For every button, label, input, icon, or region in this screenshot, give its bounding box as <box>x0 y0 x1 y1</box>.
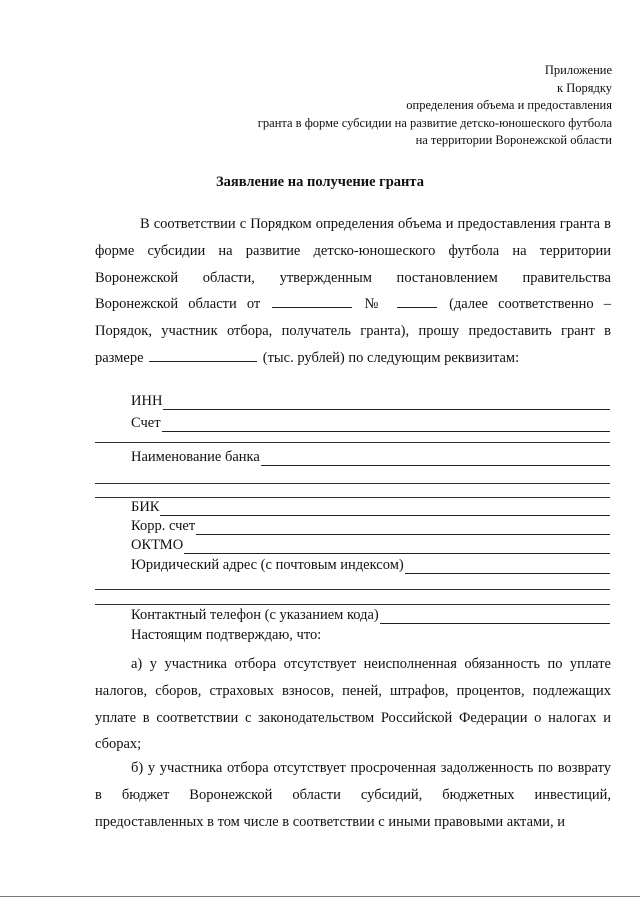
inn-label: ИНН <box>131 393 163 409</box>
appendix-header <box>258 62 612 150</box>
document-title: Заявление на получение гранта <box>216 174 424 190</box>
appendix-line: Приложение <box>544 63 612 77</box>
corr-account-line <box>196 522 610 535</box>
bank-name-label: Наименование банка <box>131 449 260 465</box>
number-blank <box>397 295 437 308</box>
appendix-line: гранта в форме субсидии на развитие детско-юношеского футбола <box>257 115 612 130</box>
appendix-line: определения объема и предоставления <box>406 98 612 112</box>
legal-address-field[interactable] <box>131 556 610 574</box>
corr-account-label: Корр. счет <box>131 518 196 534</box>
legal-address-line <box>405 561 610 574</box>
bik-field[interactable] <box>131 498 610 516</box>
appendix-line: к Порядку <box>557 80 612 95</box>
item-b-paragraph <box>95 755 611 835</box>
number-sign: № <box>364 296 385 313</box>
item-b-text: б) у участника отбора отсутствует просроченная задолженность по возврату в бюджет Воронежской области субсидий, бюджетных инвестиций, предоставленных в том числе в соответствии с иными правовыми актами, и <box>95 760 611 830</box>
bik-label: БИК <box>131 499 160 515</box>
oktmo-line <box>184 541 610 554</box>
legal-address-label: Юридический адрес (с почтовым индексом) <box>131 557 404 573</box>
address-extra-line-2 <box>95 604 610 605</box>
confirm-text: Настоящим подтверждаю, что: <box>131 627 322 643</box>
bik-line <box>160 503 610 516</box>
intro-paragraph <box>95 211 611 372</box>
bank-name-line <box>261 453 610 466</box>
account-field[interactable] <box>131 414 610 432</box>
account-line <box>162 419 610 432</box>
oktmo-field[interactable] <box>131 536 610 554</box>
amount-blank <box>149 349 257 362</box>
phone-field[interactable] <box>131 606 610 624</box>
page-bottom-edge <box>0 896 640 897</box>
phone-line <box>380 611 610 624</box>
bank-extra-line-1 <box>95 483 610 484</box>
phone-label: Контактный телефон (с указанием кода) <box>131 607 379 623</box>
address-extra-line-1 <box>95 589 610 590</box>
item-a-text: а) у участника отбора отсутствует неисполненная обязанность по уплате налогов, сборов, страховых взносов, пеней, штрафов, процентов, подлежащих уплате в соответствии с законодательством Российской Федерации о налогах и сборах; <box>95 656 611 753</box>
corr-account-field[interactable] <box>131 517 610 535</box>
bank-name-field[interactable] <box>131 448 610 466</box>
account-label: Счет <box>131 415 161 431</box>
inn-field[interactable] <box>131 392 610 410</box>
appendix-line: на территории Воронежской области <box>415 133 612 147</box>
date-blank <box>272 295 352 308</box>
item-a-paragraph <box>95 651 611 758</box>
intro-text-3: (тыс. рублей) по следующим реквизитам: <box>262 349 520 366</box>
account-extra-line <box>95 442 610 443</box>
intro-text-2: (далее соответственно – Порядок, участник отбора, получатель гранта), прошу предоставить грант в размере <box>95 296 611 366</box>
intro-text-1: В соответствии с Порядком определения объема и предоставления гранта в форме субсидии на развитие детско-юношеского футбола на территории Воронежской области, утвержденным постановлением правительства Воронежской области от <box>95 216 611 313</box>
oktmo-label: ОКТМО <box>131 537 184 553</box>
inn-line <box>163 397 610 410</box>
